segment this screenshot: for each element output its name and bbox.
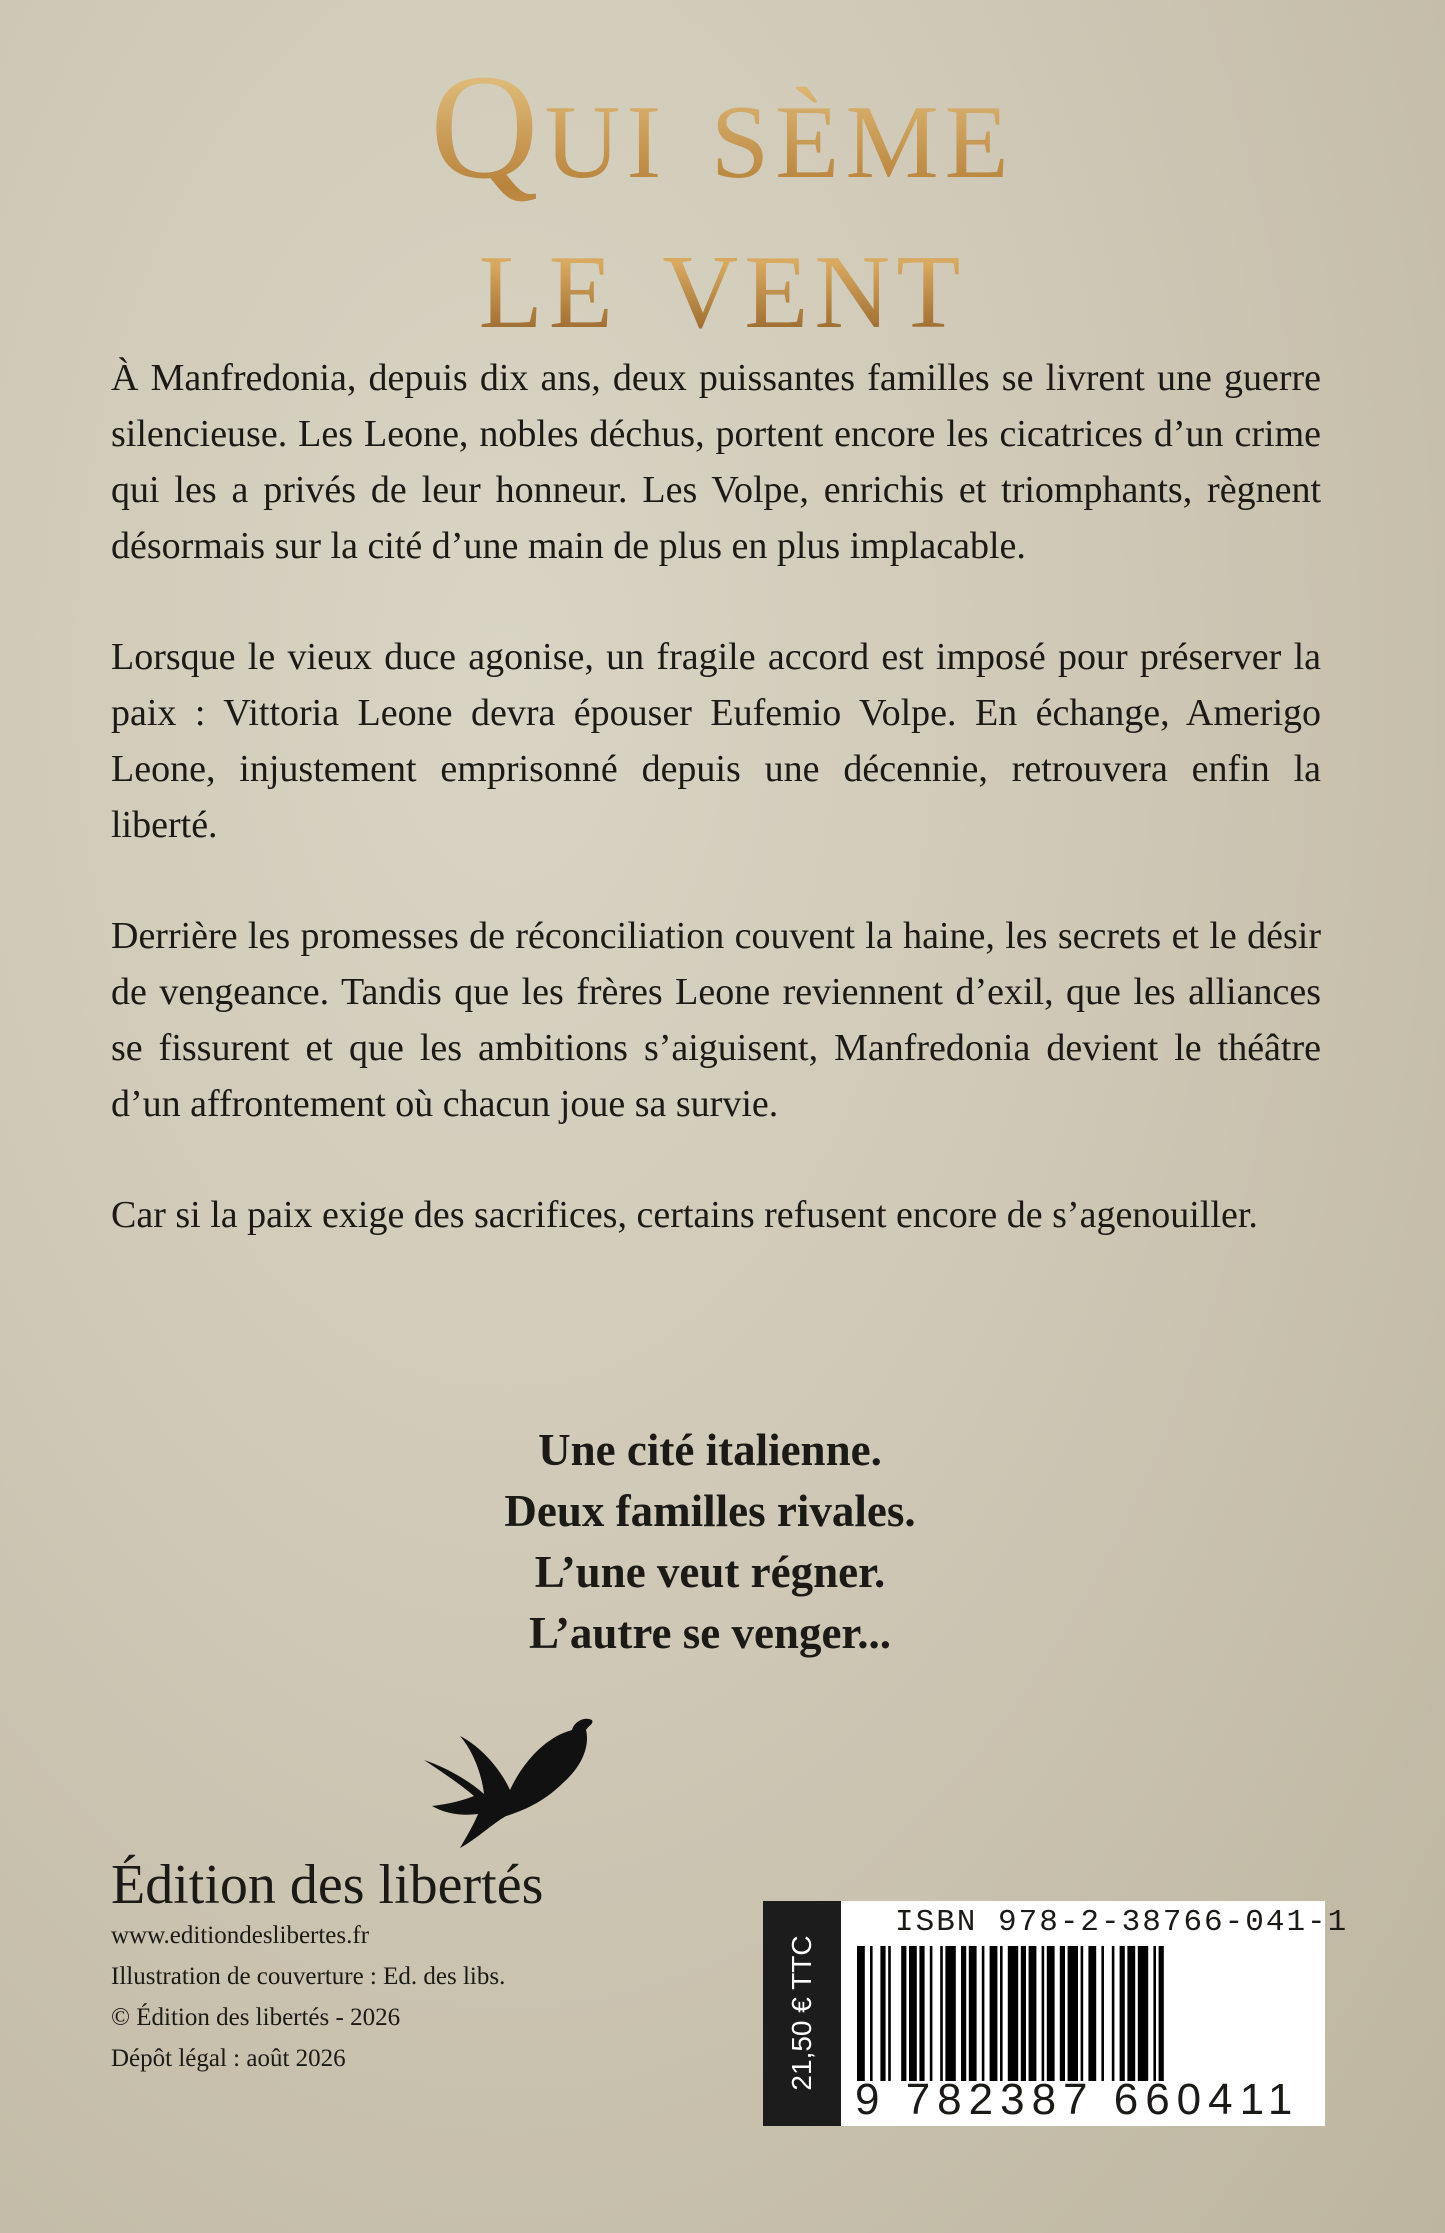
barcode-bar: [1120, 1946, 1125, 2081]
title-line-1: Qui sème: [430, 44, 1015, 210]
barcode-bar: [880, 1946, 885, 2081]
tagline-line: Une cité italienne.: [538, 1425, 882, 1475]
illustration-credit: Illustration de couverture : Ed. des libs.: [111, 1963, 506, 1990]
tagline-line: Deux familles rivales.: [504, 1486, 916, 1536]
synopsis-paragraph: Car si la paix exige des sacrifices, certains refusent encore de s’agenouiller.: [111, 1194, 1258, 1236]
barcode-bar: [945, 1946, 955, 2081]
barcode-bar: [1112, 1946, 1115, 2081]
barcode-bar: [1127, 1946, 1135, 2081]
barcode-bar: [1068, 1946, 1078, 2081]
barcode-bar: [1159, 1946, 1164, 2081]
barcode-bar: [857, 1946, 865, 2081]
price-label: 21,50 € TTC: [786, 1935, 817, 2091]
barcode-bar: [982, 1946, 985, 2081]
book-title: [0, 44, 1445, 360]
barcode-bar: [870, 1946, 873, 2081]
barcode-bar: [1088, 1946, 1096, 2081]
barcode-bar: [1153, 1946, 1156, 2081]
dove-icon: [422, 1716, 596, 1856]
barcode-digits: 9 782387 660411: [855, 2075, 1300, 2124]
barcode-bars: [853, 1946, 1313, 2081]
barcode-box: [763, 1901, 1349, 2126]
publisher-name: Édition des libertés: [111, 1854, 544, 1916]
barcode-bar: [1008, 1946, 1018, 2081]
barcode-bar: [1029, 1946, 1037, 2081]
barcode-bar: [1081, 1946, 1084, 2081]
barcode-bar: [1138, 1946, 1148, 2081]
price-strip: [763, 1901, 841, 2126]
barcode-bar: [919, 1946, 924, 2081]
barcode-bar: [940, 1946, 943, 2081]
barcode-bar: [909, 1946, 917, 2081]
barcode-bar: [901, 1946, 906, 2081]
tagline: [0, 1420, 1420, 1664]
isbn-label: ISBN 978-2-38766-041-1: [895, 1905, 1349, 1940]
barcode-bar: [990, 1946, 998, 2081]
synopsis-paragraph: Lorsque le vieux duce agonise, un fragile accord est imposé pour préserver la paix : Vittoria Leone devra épouser Eufemio Volpe. En échange, Amerigo Leone, injustement emprisonné depuis une décennie, retrouvera enfin la liberté.: [111, 636, 1321, 846]
barcode-bar: [1000, 1946, 1003, 2081]
barcode-bar: [1047, 1946, 1055, 2081]
barcode-bar: [961, 1946, 966, 2081]
credits: [111, 1915, 505, 2079]
title-line-2: le vent: [478, 194, 967, 360]
synopsis-paragraph: À Manfredonia, depuis dix ans, deux puissantes familles se livrent une guerre silencieuse. Les Leone, nobles déchus, portent encore les cicatrices d’un crime qui les a privés de leur honneur. Les Volpe, enrichis et triomphants, règnent désormais sur la cité d’une main de plus en plus implacable.: [111, 357, 1321, 567]
copyright: © Édition des libertés - 2026: [111, 2004, 401, 2031]
synopsis: [111, 350, 1321, 1298]
barcode-bar: [930, 1946, 933, 2081]
synopsis-paragraph: Derrière les promesses de réconciliation couvent la haine, les secrets et le désir de vengeance. Tandis que les frères Leone reviennent d’exil, que les alliances se fissurent et que les ambitions s’aiguisent, Manfredonia devient le théâtre d’un affrontement où chacun joue sa survie.: [111, 915, 1321, 1125]
barcode-bar: [1101, 1946, 1104, 2081]
tagline-line: L’autre se venger...: [528, 1608, 892, 1658]
barcode-bar: [888, 1946, 891, 2081]
barcode-bar: [969, 1946, 977, 2081]
legal-deposit: Dépôt légal : août 2026: [111, 2045, 346, 2072]
publisher-website: www.editiondeslibertes.fr: [111, 1922, 370, 1949]
barcode-bar: [1042, 1946, 1045, 2081]
tagline-line: L’une veut régner.: [534, 1547, 886, 1597]
barcode-bar: [1021, 1946, 1026, 2081]
barcode-bar: [1060, 1946, 1065, 2081]
